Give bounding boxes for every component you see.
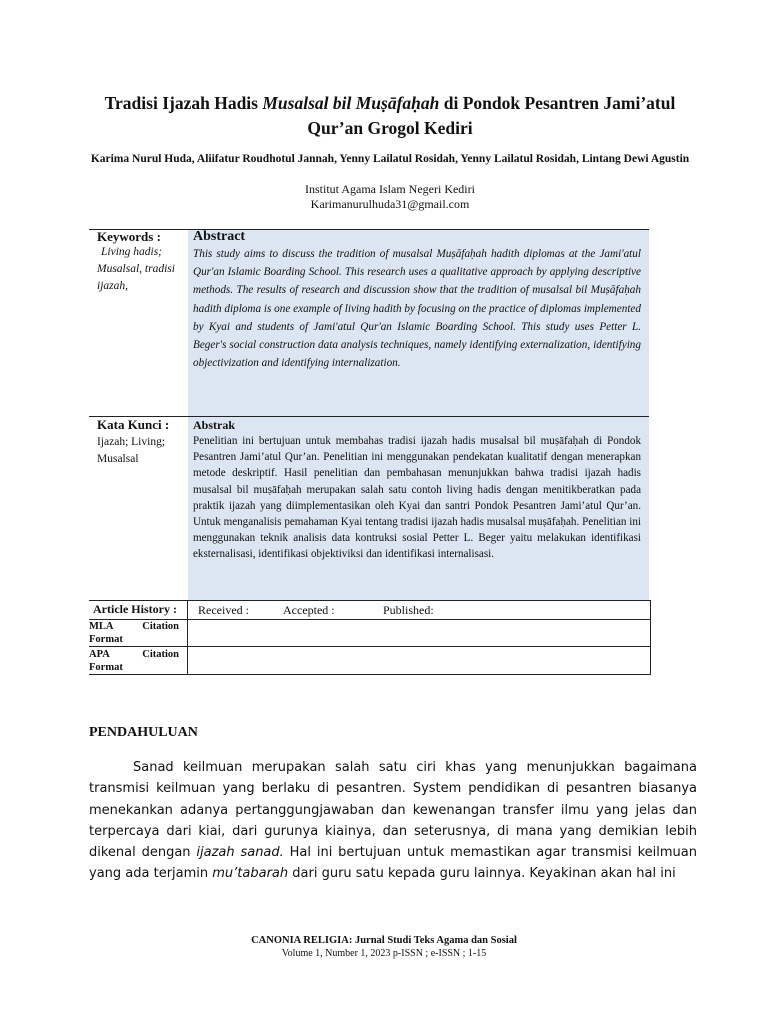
paragraph-italic: mu’tabarah [212,866,289,882]
published-label: Published: [383,603,434,617]
abstract-heading: Abstract [193,229,246,244]
abstrak-heading: Abstrak [193,418,236,432]
keyword-item: Musalsal, tradisi [97,263,175,275]
paragraph-italic: ijazah sanad. [196,845,284,861]
abstrak-text: Penelitian ini bertujuan untuk membahas tradisi ijazah hadis musalsal bil muṣāfaḥah di Pondok Pesantren Jami’atul Qur’an. Penelitian ini menggunakan pendekatan kualitatif dengan menerapkan metode deskriptif. Hasil penelitian dan pembahasan menunjukkan bahwa tradisi ijazah hadis musalsal bil muṣāfaḥah merupakan salah satu contoh living hadis dengan menitikberatkan pada praktik ijazah yang diimplementasikan oleh Kyai dan santri Pondok Pesantren Jami’atul Qur’an. Untuk menganalisis pemahaman Kyai tentang tradisi ijazah hadis musalsal muṣāfaḥah. Penelitian ini menggunakan teknik analisis data kontruksi sosial Petter L. Beger yaitu melakukan identifikasi eksternalisasi, identifikasi objektiviksi dan identifikasi internalisasi. [193,435,641,561]
apa-line-2: Format [89,662,123,673]
keyword-item: Ijazah; Living; [97,436,166,448]
affiliation: Institut Agama Islam Negeri Kediri [305,182,475,196]
table-top-rule [89,600,651,601]
kata-kunci-label: Kata Kunci : [97,417,170,432]
keyword-item: Living hadis; [101,246,163,258]
keywords-label: Keywords : [97,229,161,244]
journal-volume: Volume 1, Number 1, 2023 p-ISSN ; e-ISSN ; 1-15 [281,948,487,959]
mla-line-1: MLA Citation [89,621,179,632]
keywords-list [97,244,175,295]
table-rule-2 [89,646,651,647]
author-email: Karimanurulhuda31@gmail.com [310,197,470,211]
paragraph-text: Hal ini bertujuan untuk memastikan agar transmisi keilmuan yang ada terjamin [89,845,697,882]
kata-kunci-list [97,434,165,468]
mla-line-2: Format [89,634,123,645]
mla-citation-label [89,620,179,646]
received-label: Received : [198,603,249,617]
intro-paragraph [89,757,697,885]
table-bottom-rule [89,674,651,675]
article-history-label: Article History : [93,602,177,616]
author-list: Karima Nurul Huda, Aliifatur Roudhotul Jannah, Yenny Lailatul Rosidah, Yenny Lailatul Rosidah, Lintang Dewi Agustin [90,153,690,165]
journal-name: CANONIA RELIGIA: Jurnal Studi Teks Agama dan Sosial [251,935,517,946]
apa-line-1: APA Citation [89,649,179,660]
table-right-edge [650,600,651,675]
paragraph-text: dari guru satu kepada guru lainnya. Keyakinan akan hal ini [288,866,676,882]
abstract-text: This study aims to discuss the tradition of musalsal Muṣāfaḥah hadith diplomas at the Jami'atul Qur'an Islamic Boarding School. This research uses a qualitative approach by applying descriptive methods. The results of research and discussion show that the tradition of musalsal bil Muṣāfaḥah hadith diploma is one example of living hadith by focusing on the practice of diplomas implemented by Kyai and students of Jami'atul Qur'an Islamic Boarding School. This study uses Petter L. Beger's social construction data analysis techniques, namely identifying externalization, identifying objectivization and identifying internalization. [193,248,641,370]
apa-citation-label [89,648,179,674]
table-col-divider [187,600,188,675]
section-heading: PENDAHULUAN [89,725,198,740]
accepted-label: Accepted : [283,603,335,617]
paragraph-text: Sanad keilmuan merupakan salah satu ciri khas yang menunjukkan bagaimana transmisi keilmuan yang berlaku di pesantren. System pendidikan di pesantren biasanya menekankan adanya pertanggungjawaban dan kewenangan transfer ilmu yang jelas dan terpercaya dari kiai, dari gurunya kiainya, dan seterusnya, di mana yang demikian lebih dikenal dengan [89,760,697,861]
keyword-item: Musalsal [97,453,139,465]
title-part-1: Tradisi Ijazah Hadis [104,93,263,113]
paper-title [80,91,700,141]
title-italic: Musalsal bil Muṣāfaḥah [262,93,440,113]
keyword-item: ijazah, [97,280,128,292]
title-part-2: di Pondok Pesantren Jami’atul Qur’an Grogol Kediri [307,93,676,138]
